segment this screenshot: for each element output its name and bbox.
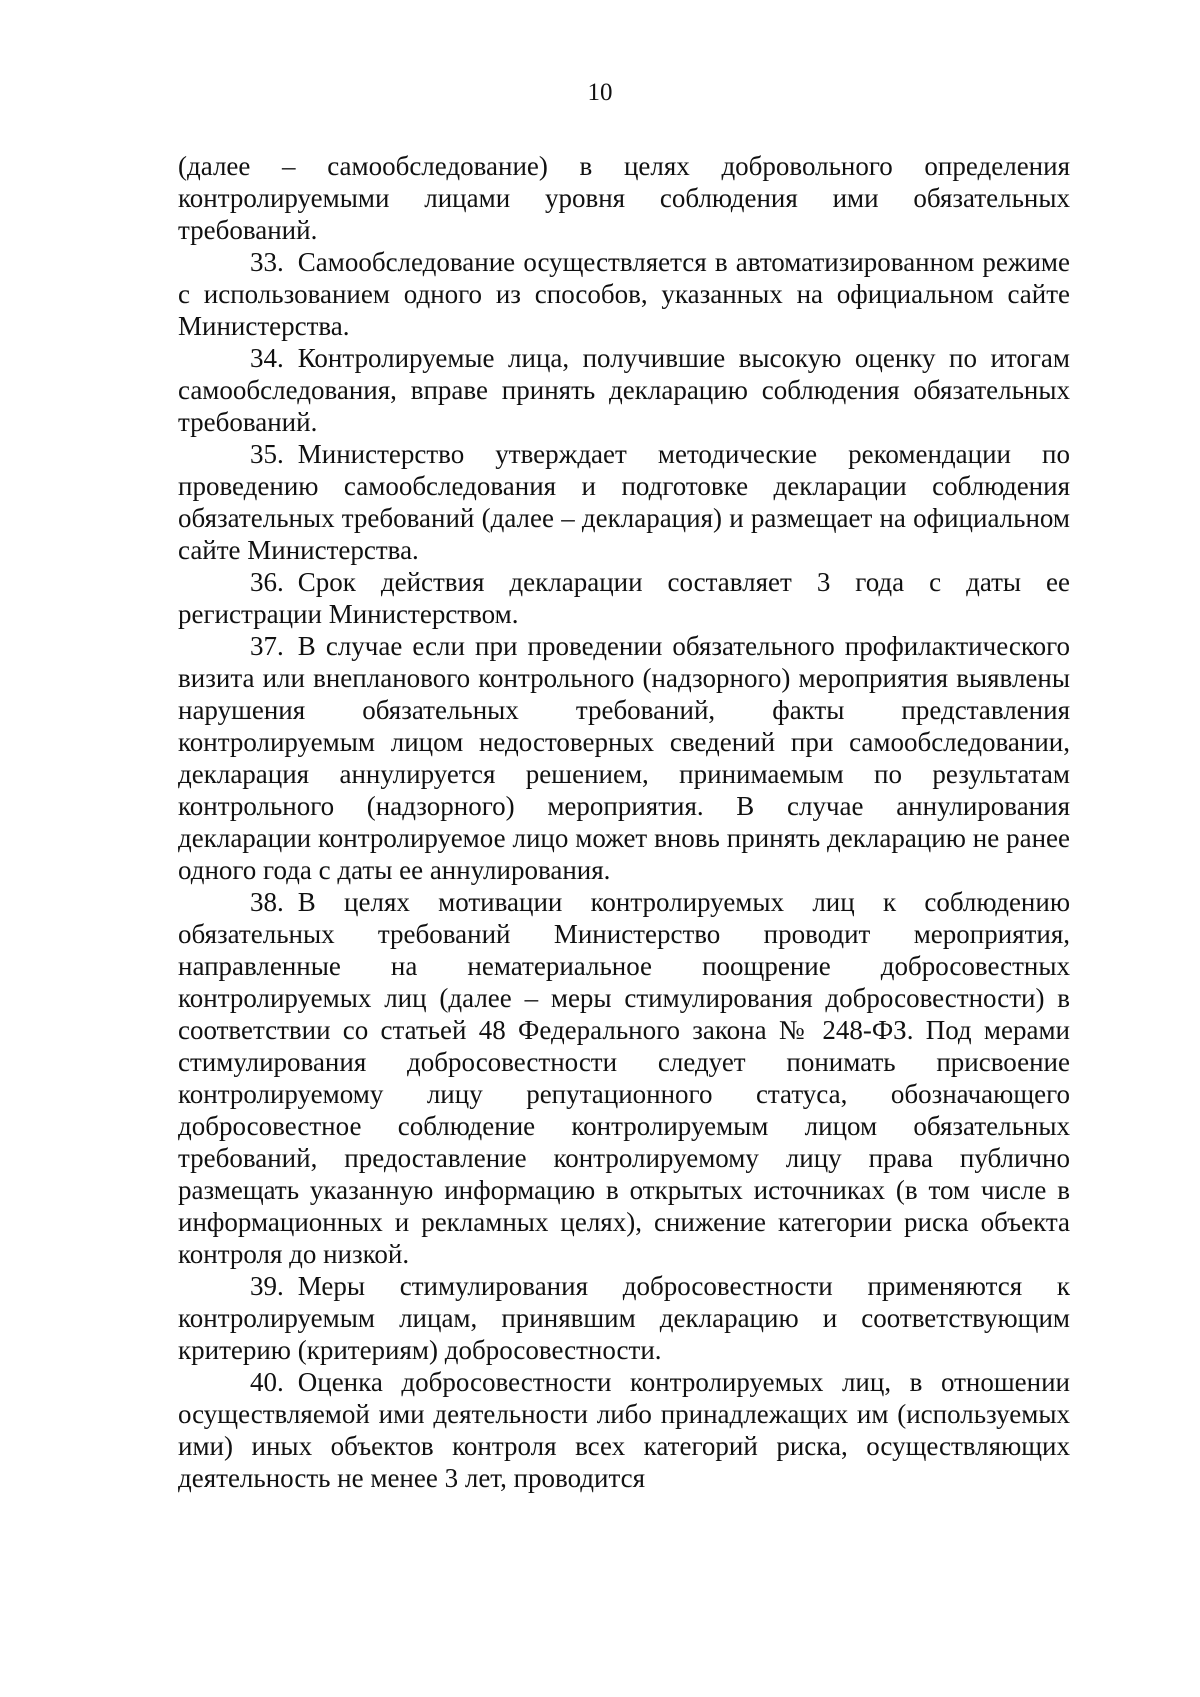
- paragraph-34: [178, 342, 1070, 438]
- paragraph-text: Оценка добросовестности контролируемых лиц, в отношении осуществляемой ими деятельности либо принадлежащих им (используемых ими) иных объектов контроля всех категорий риска, осуществляющих деятельность не менее 3 лет, проводится: [178, 1367, 1070, 1493]
- paragraph-number: 38.: [250, 887, 284, 917]
- paragraph-number: 40.: [250, 1367, 284, 1397]
- document-body: [178, 150, 1070, 1494]
- continuation-paragraph: (далее – самообследование) в целях добровольного определения контролируемыми лицами уровня соблюдения ими обязательных требований.: [178, 151, 1070, 245]
- paragraph-37: [178, 630, 1070, 886]
- paragraph-text: Меры стимулирования добросовестности применяются к контролируемым лицам, принявшим декларацию и соответствующим критерию (критериям) добросовестности.: [178, 1271, 1070, 1365]
- paragraph-40: [178, 1366, 1070, 1494]
- page-number: 10: [587, 79, 613, 106]
- paragraph-number: 35.: [250, 439, 284, 469]
- paragraph-39: [178, 1270, 1070, 1366]
- paragraph-number: 36.: [250, 567, 284, 597]
- paragraph-text: Самообследование осуществляется в автоматизированном режиме с использованием одного из способов, указанных на официальном сайте Министерства.: [178, 247, 1070, 341]
- paragraph-text: Срок действия декларации составляет 3 года с даты ее регистрации Министерством.: [178, 567, 1070, 629]
- paragraph-text: В случае если при проведении обязательного профилактического визита или внепланового контрольного (надзорного) мероприятия выявлены нарушения обязательных требований, факты представления контролируемым лицом недостоверных сведений при самообследовании, декларация аннулируется решением, принимаемым по результатам контрольного (надзорного) мероприятия. В случае аннулирования декларации контролируемое лицо может вновь принять декларацию не ранее одного года с даты ее аннулирования.: [178, 631, 1070, 885]
- paragraph-number: 33.: [250, 247, 284, 277]
- paragraph-text: Контролируемые лица, получившие высокую оценку по итогам самообследования, вправе принять декларацию соблюдения обязательных требований.: [178, 343, 1070, 437]
- paragraph-38: [178, 886, 1070, 1270]
- paragraph-36: [178, 566, 1070, 630]
- paragraph-number: 39.: [250, 1271, 284, 1301]
- paragraph-text: В целях мотивации контролируемых лиц к соблюдению обязательных требований Министерство проводит мероприятия, направленные на нематериальное поощрение добросовестных контролируемых лиц (далее – меры стимулирования добросовестности) в соответствии со статьей 48 Федерального закона № 248-ФЗ. Под мерами стимулирования добросовестности следует понимать присвоение контролируемому лицу репутационного статуса, обозначающего добросовестное соблюдение контролируемым лицом обязательных требований, предоставление контролируемому лицу права публично размещать указанную информацию в открытых источниках (в том числе в информационных и рекламных целях), снижение категории риска объекта контроля до низкой.: [178, 887, 1070, 1269]
- paragraph-33: [178, 246, 1070, 342]
- paragraph-number: 37.: [250, 631, 284, 661]
- paragraph-number: 34.: [250, 343, 284, 373]
- paragraph-text: Министерство утверждает методические рекомендации по проведению самообследования и подготовке декларации соблюдения обязательных требований (далее – декларация) и размещает на официальном сайте Министерства.: [178, 439, 1070, 565]
- paragraph-35: [178, 438, 1070, 566]
